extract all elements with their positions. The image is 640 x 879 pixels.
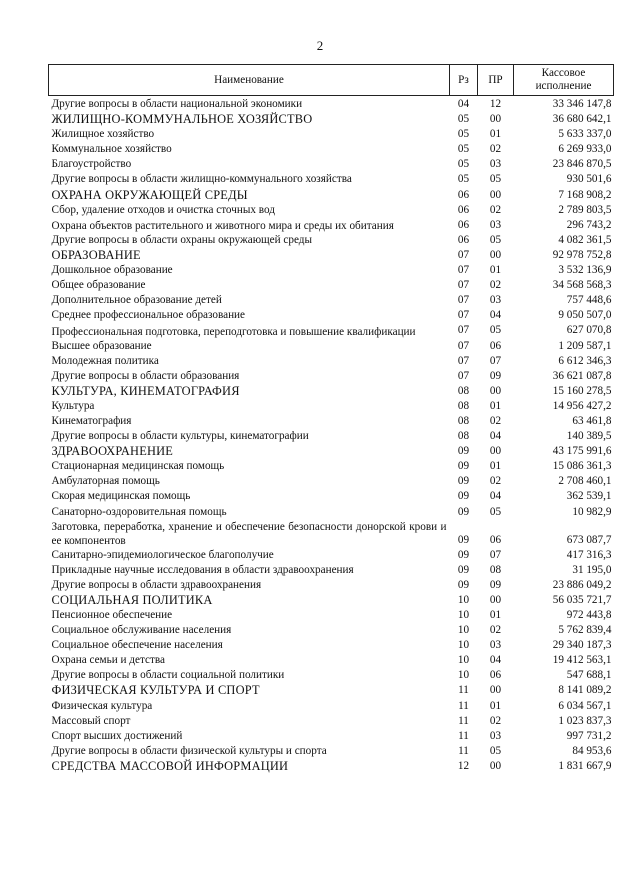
row-name: Дополнительное образование детей bbox=[51, 294, 222, 307]
row-amount: 627 070,8 bbox=[566, 324, 612, 337]
row-amount: 19 412 563,1 bbox=[552, 654, 612, 667]
row-amount: 5 762 839,4 bbox=[558, 624, 612, 637]
header-name: Наименование bbox=[49, 65, 450, 96]
table-row bbox=[49, 548, 614, 563]
row-rz: 07 bbox=[457, 248, 470, 261]
row-name: Другие вопросы в области физической культуры и спорта bbox=[51, 744, 327, 757]
row-pr: 00 bbox=[489, 759, 502, 772]
row-pr: 02 bbox=[489, 279, 502, 292]
row-name: Санитарно-эпидемиологическое благополучие bbox=[51, 548, 274, 561]
row-amount: 673 087,7 bbox=[566, 533, 612, 546]
row-rz: 07 bbox=[457, 354, 470, 367]
table-row bbox=[49, 699, 614, 714]
header-row bbox=[49, 65, 614, 96]
table-row bbox=[49, 505, 614, 520]
row-amount: 63 461,8 bbox=[572, 414, 612, 427]
table-row bbox=[49, 96, 614, 113]
table-header bbox=[49, 65, 614, 96]
row-name: Другие вопросы в области образования bbox=[51, 369, 240, 382]
row-pr: 01 bbox=[489, 609, 502, 621]
row-amount: 36 680 642,1 bbox=[552, 113, 612, 126]
row-amount: 23 846 870,5 bbox=[552, 158, 612, 171]
row-name: Другие вопросы в области социальной политики bbox=[51, 669, 285, 682]
table-row bbox=[49, 127, 614, 142]
row-rz: 11 bbox=[458, 714, 469, 727]
table-row bbox=[49, 203, 614, 218]
table-row bbox=[49, 578, 614, 593]
row-rz: 07 bbox=[457, 369, 470, 382]
table-row bbox=[49, 638, 614, 653]
row-rz: 09 bbox=[457, 505, 470, 518]
row-rz: 11 bbox=[458, 699, 469, 712]
row-name: Другие вопросы в области национальной экономики bbox=[51, 98, 303, 110]
row-pr: 07 bbox=[489, 548, 502, 561]
row-amount: 930 501,6 bbox=[566, 173, 612, 186]
row-pr: 02 bbox=[489, 143, 502, 156]
row-rz: 06 bbox=[457, 218, 470, 231]
row-amount: 15 086 361,3 bbox=[552, 460, 612, 473]
row-pr: 03 bbox=[489, 218, 502, 231]
row-rz: 09 bbox=[457, 533, 470, 546]
section-row bbox=[49, 683, 614, 698]
row-amount: 84 953,6 bbox=[572, 744, 612, 757]
row-amount: 9 050 507,0 bbox=[558, 309, 612, 322]
row-amount: 417 316,3 bbox=[566, 548, 612, 561]
row-rz: 10 bbox=[457, 654, 470, 667]
table-row bbox=[49, 714, 614, 729]
row-name: Заготовка, переработка, хранение и обеспечение безопасности донорской крови и ее компонентов bbox=[51, 520, 447, 547]
row-pr: 05 bbox=[489, 505, 502, 518]
row-name: Охрана объектов растительного и животного мира и среды их обитания bbox=[51, 219, 394, 232]
row-name: Среднее профессиональное образование bbox=[51, 309, 246, 322]
row-pr: 01 bbox=[489, 460, 502, 473]
row-name: Кинематография bbox=[51, 414, 132, 427]
row-pr: 00 bbox=[489, 593, 502, 606]
table-row bbox=[49, 233, 614, 248]
row-rz: 08 bbox=[457, 384, 470, 397]
table-row bbox=[49, 323, 614, 338]
row-rz: 09 bbox=[457, 563, 470, 576]
header-pr: ПР bbox=[478, 65, 514, 96]
row-name: СРЕДСТВА МАССОВОЙ ИНФОРМАЦИИ bbox=[51, 758, 289, 773]
table-row bbox=[49, 563, 614, 578]
row-rz: 09 bbox=[457, 548, 470, 561]
row-rz: 05 bbox=[457, 158, 470, 171]
row-pr: 01 bbox=[489, 128, 502, 141]
header-rz: Рз bbox=[450, 65, 478, 96]
row-rz: 09 bbox=[457, 578, 470, 591]
row-amount: 547 688,1 bbox=[566, 669, 612, 682]
row-rz: 10 bbox=[457, 624, 470, 637]
row-amount: 6 612 346,3 bbox=[558, 354, 612, 367]
table-row bbox=[49, 218, 614, 233]
row-rz: 07 bbox=[457, 324, 470, 337]
row-amount: 43 175 991,6 bbox=[552, 445, 612, 458]
row-amount: 2 789 803,5 bbox=[558, 203, 612, 216]
row-amount: 92 978 752,8 bbox=[552, 248, 612, 261]
row-rz: 05 bbox=[457, 128, 470, 141]
row-name: Высшее образование bbox=[51, 339, 152, 352]
row-amount: 1 831 667,9 bbox=[558, 759, 612, 772]
row-name: Сбор, удаление отходов и очистка сточных вод bbox=[51, 203, 275, 216]
row-name: Другие вопросы в области охраны окружающей среды bbox=[51, 233, 313, 246]
row-pr: 04 bbox=[489, 430, 502, 443]
row-rz: 06 bbox=[457, 203, 470, 216]
row-name: Амбулаторная помощь bbox=[51, 475, 160, 488]
table-row bbox=[49, 278, 614, 293]
row-pr: 04 bbox=[489, 309, 502, 322]
row-amount: 140 389,5 bbox=[566, 430, 612, 443]
section-row bbox=[49, 593, 614, 608]
table-row bbox=[49, 459, 614, 474]
row-name: Другие вопросы в области здравоохранения bbox=[51, 578, 262, 591]
row-rz: 05 bbox=[457, 173, 470, 186]
row-pr: 09 bbox=[489, 369, 502, 382]
table-row bbox=[49, 142, 614, 157]
row-pr: 02 bbox=[489, 714, 502, 727]
row-amount: 1 209 587,1 bbox=[558, 339, 612, 352]
row-pr: 04 bbox=[489, 490, 502, 503]
row-amount: 36 621 087,8 bbox=[552, 369, 612, 382]
page-number: 2 bbox=[316, 38, 324, 53]
row-name: ЖИЛИЩНО-КОММУНАЛЬНОЕ ХОЗЯЙСТВО bbox=[51, 112, 313, 127]
row-pr: 00 bbox=[489, 384, 502, 397]
row-rz: 08 bbox=[457, 414, 470, 427]
row-pr: 00 bbox=[489, 248, 502, 261]
table-row bbox=[49, 729, 614, 744]
row-pr: 06 bbox=[489, 533, 502, 546]
table-row bbox=[49, 293, 614, 308]
row-rz: 07 bbox=[457, 294, 470, 307]
row-pr: 03 bbox=[489, 639, 502, 652]
row-rz: 08 bbox=[457, 399, 470, 412]
row-pr: 06 bbox=[489, 339, 502, 352]
row-name: Социальное обслуживание населения bbox=[51, 624, 232, 637]
row-name: Санаторно-оздоровительная помощь bbox=[51, 505, 227, 518]
row-rz: 07 bbox=[457, 339, 470, 352]
header-amount: Кассовое исполнение bbox=[514, 65, 614, 96]
row-name: ЗДРАВООХРАНЕНИЕ bbox=[51, 444, 174, 459]
section-row bbox=[49, 759, 614, 774]
row-pr: 12 bbox=[489, 98, 502, 110]
row-name: Физическая культура bbox=[51, 699, 153, 712]
row-pr: 00 bbox=[489, 684, 502, 697]
row-amount: 14 956 427,2 bbox=[552, 399, 612, 412]
row-amount: 4 082 361,5 bbox=[558, 233, 612, 246]
row-pr: 02 bbox=[489, 203, 502, 216]
row-name: Социальное обеспечение населения bbox=[51, 639, 223, 652]
row-pr: 04 bbox=[489, 654, 502, 667]
row-rz: 11 bbox=[458, 744, 469, 757]
section-row bbox=[49, 444, 614, 459]
row-amount: 997 731,2 bbox=[566, 729, 612, 742]
row-rz: 12 bbox=[457, 759, 470, 772]
row-amount: 757 448,6 bbox=[566, 294, 612, 307]
row-pr: 03 bbox=[489, 729, 502, 742]
table-row bbox=[49, 653, 614, 668]
row-rz: 07 bbox=[457, 279, 470, 292]
row-name: Скорая медицинская помощь bbox=[51, 490, 191, 503]
table-row bbox=[49, 308, 614, 323]
table-row bbox=[49, 429, 614, 444]
row-amount: 2 708 460,1 bbox=[558, 475, 612, 488]
row-name: Другие вопросы в области культуры, кинематографии bbox=[51, 430, 309, 443]
row-amount: 362 539,1 bbox=[566, 490, 612, 503]
row-amount: 10 982,9 bbox=[572, 505, 612, 518]
row-rz: 07 bbox=[457, 309, 470, 322]
row-rz: 04 bbox=[457, 98, 470, 110]
row-amount: 3 532 136,9 bbox=[558, 264, 612, 277]
row-name: Благоустройство bbox=[51, 158, 132, 171]
row-rz: 11 bbox=[458, 729, 469, 742]
row-name: Спорт высших достижений bbox=[51, 729, 183, 742]
row-name: Жилищное хозяйство bbox=[51, 128, 155, 141]
row-pr: 00 bbox=[489, 188, 502, 201]
row-rz: 06 bbox=[457, 188, 470, 201]
row-name: ФИЗИЧЕСКАЯ КУЛЬТУРА И СПОРТ bbox=[51, 683, 260, 698]
row-name: Профессиональная подготовка, переподготовка и повышение квалификации bbox=[51, 325, 416, 338]
row-name: СОЦИАЛЬНАЯ ПОЛИТИКА bbox=[51, 592, 213, 607]
row-name: Охрана семьи и детства bbox=[51, 654, 165, 667]
row-pr: 03 bbox=[489, 294, 502, 307]
row-amount: 23 886 049,2 bbox=[552, 578, 612, 591]
row-rz: 11 bbox=[458, 684, 469, 697]
row-rz: 09 bbox=[457, 475, 470, 488]
section-row bbox=[49, 188, 614, 203]
row-amount: 6 269 933,0 bbox=[558, 143, 612, 156]
row-name: Общее образование bbox=[51, 279, 146, 292]
row-rz: 05 bbox=[457, 113, 470, 126]
row-rz: 10 bbox=[457, 669, 470, 682]
row-rz: 08 bbox=[457, 430, 470, 443]
row-pr: 05 bbox=[489, 233, 502, 246]
section-row bbox=[49, 112, 614, 127]
row-name: Массовый спорт bbox=[51, 714, 131, 727]
row-pr: 05 bbox=[489, 744, 502, 757]
row-rz: 10 bbox=[457, 639, 470, 652]
row-amount: 6 034 567,1 bbox=[558, 699, 612, 712]
table-row bbox=[49, 369, 614, 384]
row-amount: 34 568 568,3 bbox=[552, 279, 612, 292]
row-pr: 03 bbox=[489, 158, 502, 171]
row-name: Дошкольное образование bbox=[51, 264, 173, 277]
row-pr: 02 bbox=[489, 414, 502, 427]
row-amount: 33 346 147,8 bbox=[552, 98, 612, 110]
row-name: Культура bbox=[51, 399, 95, 412]
row-pr: 05 bbox=[489, 324, 502, 337]
row-pr: 01 bbox=[489, 264, 502, 277]
section-row bbox=[49, 384, 614, 399]
row-amount: 15 160 278,5 bbox=[552, 384, 612, 397]
table-row bbox=[49, 339, 614, 354]
row-rz: 05 bbox=[457, 143, 470, 156]
row-pr: 00 bbox=[489, 445, 502, 458]
table-row bbox=[49, 623, 614, 638]
table-row bbox=[49, 414, 614, 429]
table-row bbox=[49, 744, 614, 759]
row-pr: 02 bbox=[489, 624, 502, 637]
table-body bbox=[49, 96, 614, 775]
table-row bbox=[49, 608, 614, 623]
row-pr: 00 bbox=[489, 113, 502, 126]
row-rz: 10 bbox=[457, 609, 470, 621]
row-pr: 09 bbox=[489, 578, 502, 591]
budget-execution-table bbox=[48, 64, 614, 774]
table-row bbox=[49, 399, 614, 414]
row-name: Молодежная политика bbox=[51, 354, 159, 367]
row-pr: 08 bbox=[489, 563, 502, 576]
row-rz: 10 bbox=[457, 593, 470, 606]
table-row bbox=[49, 474, 614, 489]
row-pr: 07 bbox=[489, 354, 502, 367]
row-pr: 01 bbox=[489, 699, 502, 712]
table-row bbox=[49, 489, 614, 504]
row-pr: 05 bbox=[489, 173, 502, 186]
row-name: Другие вопросы в области жилищно-коммунального хозяйства bbox=[51, 173, 352, 186]
row-pr: 06 bbox=[489, 669, 502, 682]
row-name: ОХРАНА ОКРУЖАЮЩЕЙ СРЕДЫ bbox=[51, 187, 248, 202]
row-amount: 1 023 837,3 bbox=[558, 714, 612, 727]
row-amount: 5 633 337,0 bbox=[558, 128, 612, 141]
table-row bbox=[49, 354, 614, 369]
row-amount: 972 443,8 bbox=[566, 609, 612, 621]
row-amount: 31 195,0 bbox=[572, 563, 612, 576]
table-row bbox=[49, 263, 614, 278]
table-row bbox=[49, 520, 614, 548]
row-name: Прикладные научные исследования в области здравоохранения bbox=[51, 563, 354, 576]
row-amount: 296 743,2 bbox=[566, 218, 612, 231]
row-name: Пенсионное обеспечение bbox=[51, 609, 173, 621]
row-amount: 56 035 721,7 bbox=[552, 593, 612, 606]
row-pr: 02 bbox=[489, 475, 502, 488]
row-amount: 7 168 908,2 bbox=[558, 188, 612, 201]
section-row bbox=[49, 248, 614, 263]
row-name: КУЛЬТУРА, КИНЕМАТОГРАФИЯ bbox=[51, 383, 240, 398]
row-amount: 8 141 089,2 bbox=[558, 684, 612, 697]
row-name: ОБРАЗОВАНИЕ bbox=[51, 247, 141, 262]
table-row bbox=[49, 172, 614, 187]
row-rz: 07 bbox=[457, 264, 470, 277]
row-name: Коммунальное хозяйство bbox=[51, 143, 172, 156]
row-rz: 09 bbox=[457, 490, 470, 503]
row-rz: 06 bbox=[457, 233, 470, 246]
row-rz: 09 bbox=[457, 445, 470, 458]
row-name: Стационарная медицинская помощь bbox=[51, 460, 225, 473]
row-rz: 09 bbox=[457, 460, 470, 473]
table-row bbox=[49, 157, 614, 172]
table-row bbox=[49, 668, 614, 683]
row-amount: 29 340 187,3 bbox=[552, 639, 612, 652]
row-pr: 01 bbox=[489, 399, 502, 412]
